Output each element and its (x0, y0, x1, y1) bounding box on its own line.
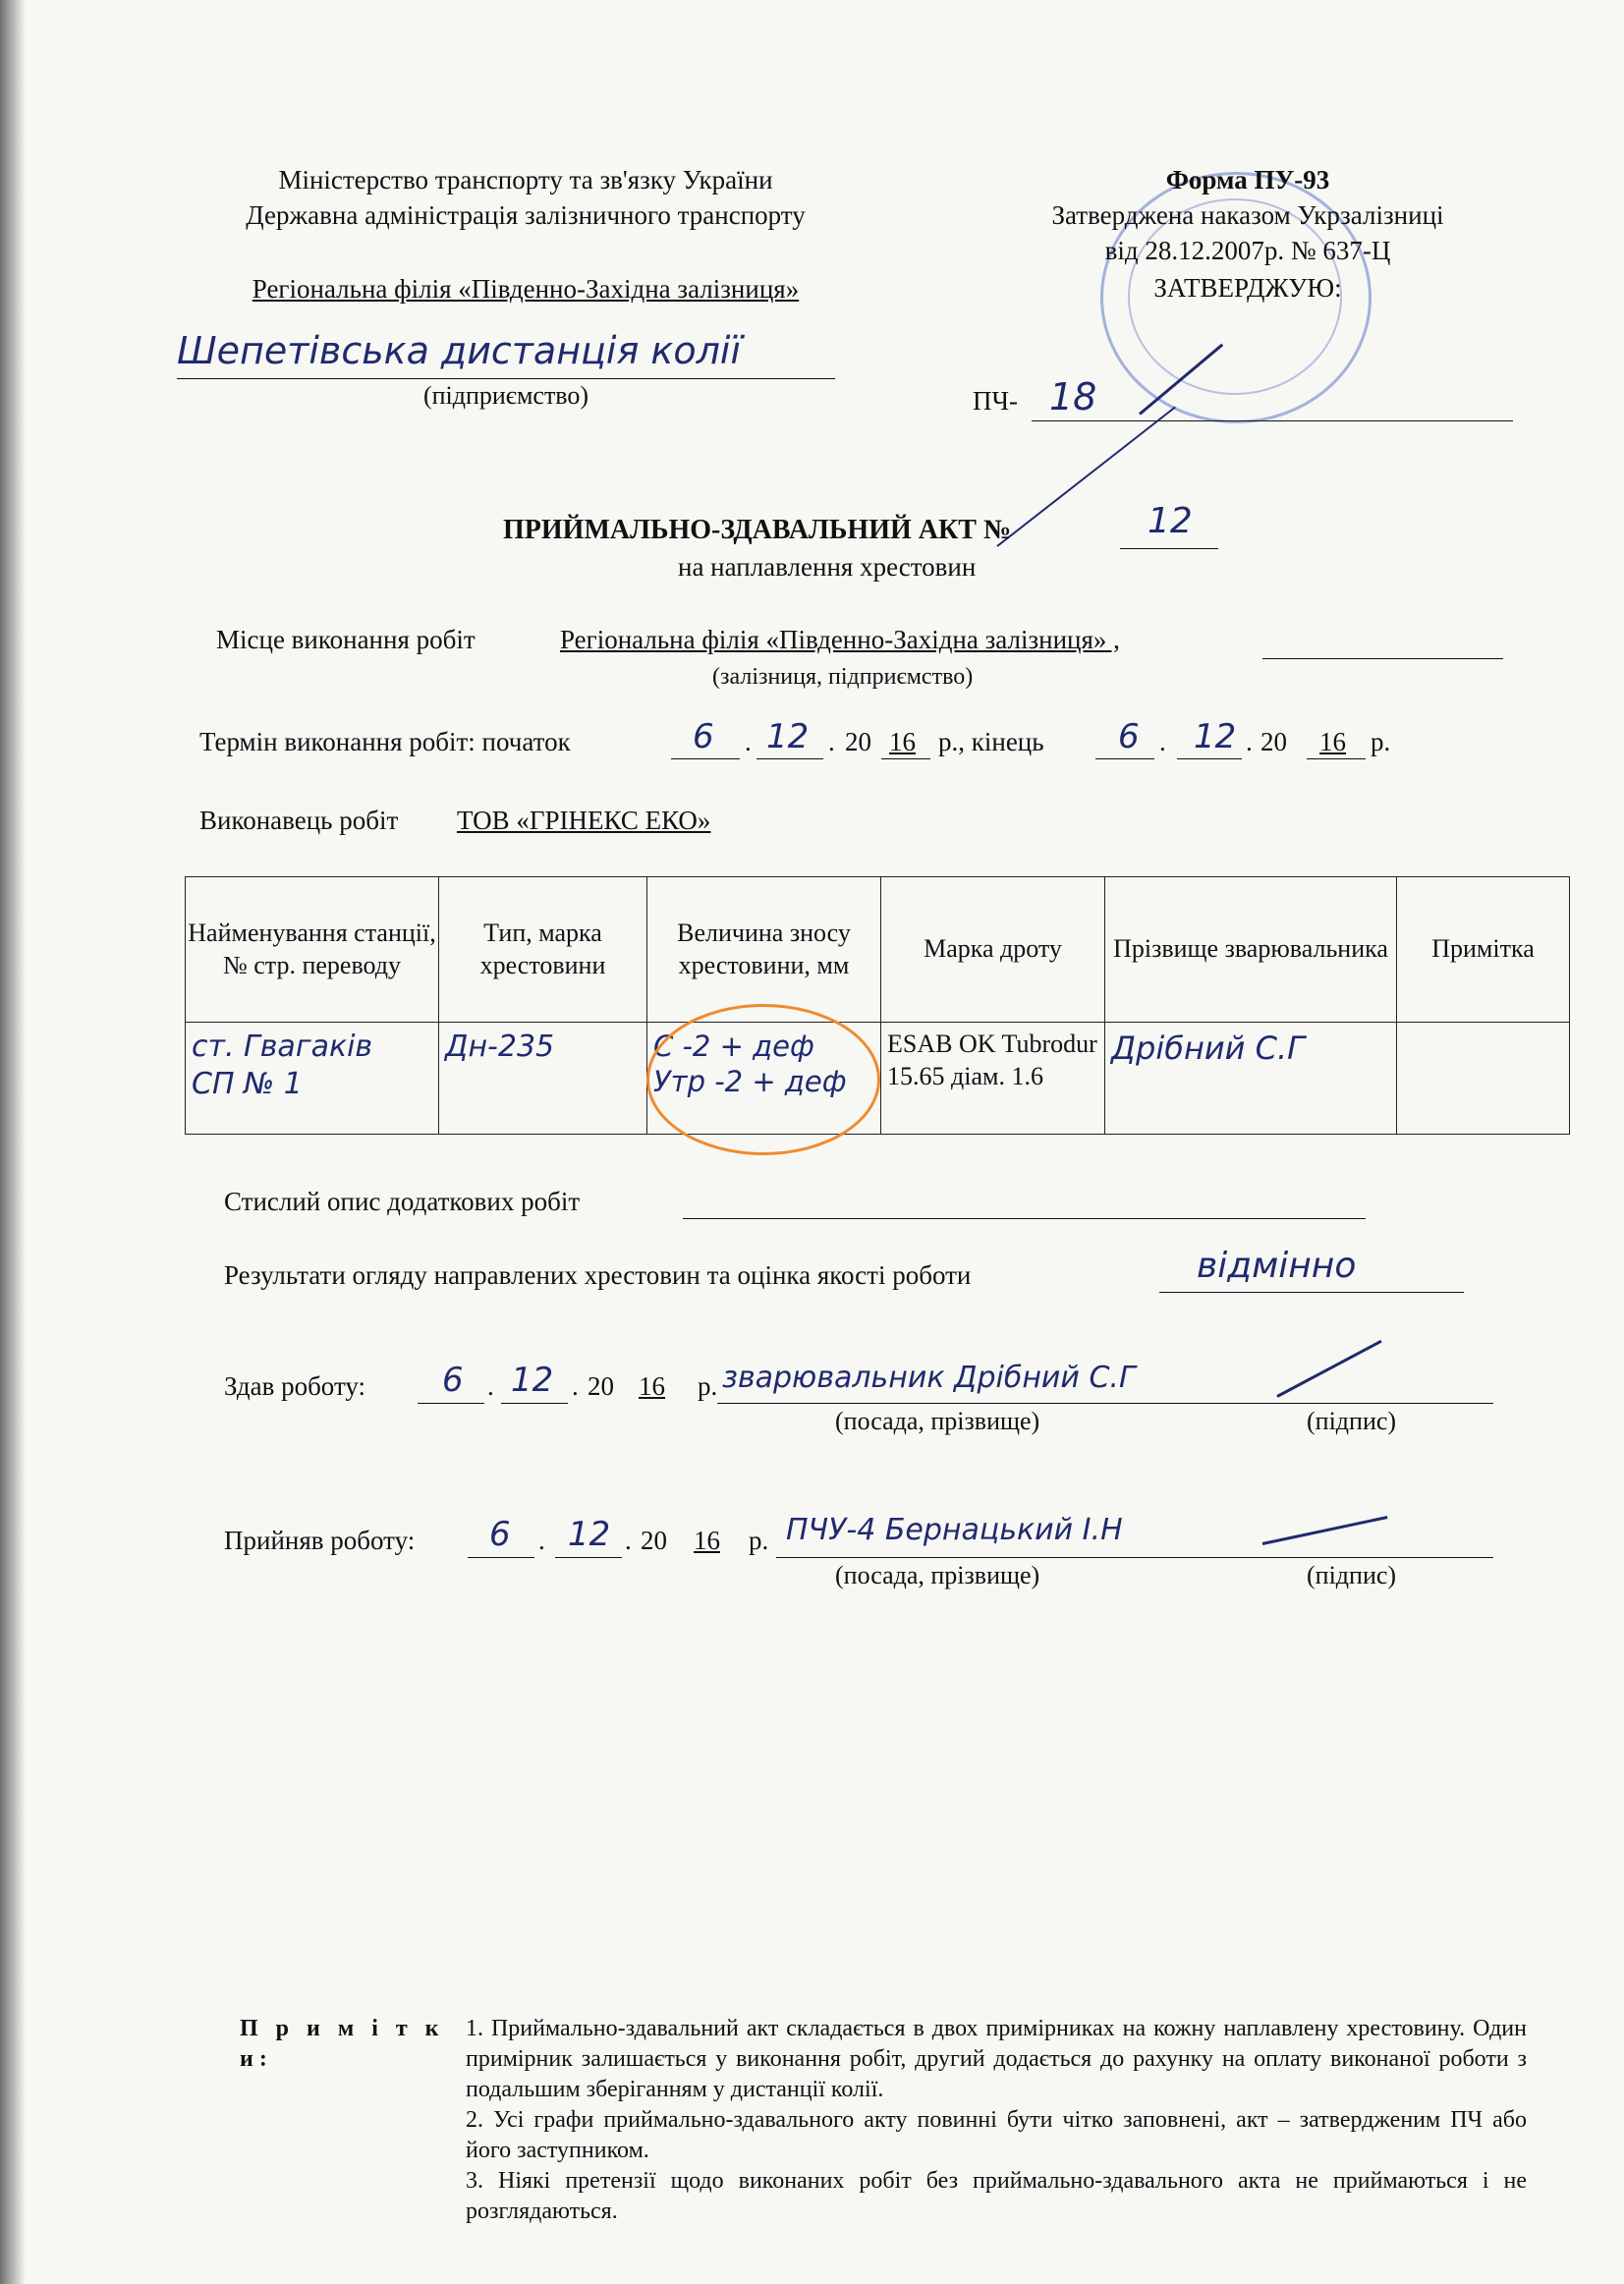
station-line2: СП № 1 (192, 1066, 303, 1101)
header-station: Найменування станції, № стр. переводу (186, 877, 439, 1023)
term-start-year-prefix: 20 (845, 727, 871, 756)
accepted-label: Прийняв роботу: (224, 1526, 416, 1555)
pch-label: ПЧ- (973, 386, 1019, 416)
header-note: Примітка (1397, 877, 1570, 1023)
cell-wire: ESAB OK Tubrodur 15.65 діам. 1.6 (881, 1023, 1105, 1135)
accepted-month-line (555, 1557, 622, 1558)
handed-day-line (418, 1403, 484, 1404)
note-2: 2. Усі графи приймально-здавального акту повинні бути чітко заповнені, акт – затвердженим ПЧ або його заступником. (466, 2107, 1527, 2163)
handed-caption-sign: (підпис) (1307, 1407, 1397, 1435)
handed-suffix: р. (698, 1371, 718, 1401)
accepted-person-line (776, 1557, 1493, 1558)
header-welder: Прізвище зварювальника (1105, 877, 1397, 1023)
term-end-year-prefix: 20 (1260, 727, 1287, 756)
term-end-year: 16 (1319, 727, 1346, 756)
orange-highlight-circle (646, 1004, 880, 1155)
accepted-month: 12 (568, 1515, 611, 1554)
act-subtitle: на наплавлення хрестовин (678, 552, 977, 582)
accepted-caption-sign: (підпис) (1307, 1561, 1397, 1589)
header-wire: Марка дроту (881, 877, 1105, 1023)
cell-note (1397, 1023, 1570, 1135)
handed-month: 12 (511, 1361, 554, 1400)
ministry-line: Міністерство транспорту та зв'язку України (278, 165, 773, 195)
administration-line: Державна адміністрація залізничного транспорту (246, 200, 806, 230)
note-3: 3. Ніякі претензії щодо виконаних робіт без приймально-здавального акта не приймаються і не розглядаються. (466, 2168, 1527, 2224)
notes-label: П р и м і т к и: (240, 2016, 445, 2072)
approve-label: ЗАТВЕРДЖУЮ: (1153, 273, 1342, 303)
end-month-line (1177, 758, 1242, 759)
place-label: Місце виконання робіт (216, 625, 476, 654)
cell-welder (1105, 1023, 1397, 1135)
term-end-day: 6 (1118, 717, 1140, 756)
cell-station (186, 1023, 439, 1135)
term-end-month: 12 (1194, 717, 1237, 756)
place-value: Регіональна філія «Південно-Західна залізниця» , (560, 625, 1120, 654)
enterprise-handwritten: Шепетівська дистанція колії (177, 329, 742, 372)
end-day-line (1095, 758, 1154, 759)
term-label: Термін виконання робіт: початок (199, 727, 571, 756)
accepted-signature (1262, 1516, 1388, 1545)
handed-caption-person: (посада, прізвище) (835, 1407, 1040, 1435)
header-wear: Величина зносу хрестовини, мм (647, 877, 881, 1023)
crossing-type: Дн-235 (445, 1030, 555, 1064)
handed-month-line (501, 1403, 568, 1404)
handed-label: Здав роботу: (224, 1371, 366, 1401)
contractor-label: Виконавець робіт (199, 806, 399, 835)
act-title: ПРИЙМАЛЬНО-ЗДАВАЛЬНИЙ АКТ № (503, 515, 1012, 545)
handed-person: зварювальник Дрібний С.Г (722, 1361, 1136, 1395)
notes-section (240, 2014, 1527, 2227)
station-line1: ст. Гвагаків (192, 1030, 373, 1064)
contractor-value: ТОВ «ГРІНЕКС ЕКО» (457, 806, 711, 835)
pch-underline (1032, 420, 1513, 421)
accepted-year: 16 (694, 1526, 720, 1555)
scan-shadow-edge (0, 0, 26, 2284)
welder-name: Дрібний С.Г (1111, 1030, 1305, 1067)
inspection-label: Результати огляду направлених хрестовин та оцінка якості роботи (224, 1260, 972, 1290)
term-middle: р., кінець (938, 727, 1044, 756)
start-month-line (756, 758, 823, 759)
form-code: Форма ПУ-93 (1165, 165, 1330, 195)
accepted-caption-person: (посада, прізвище) (835, 1561, 1040, 1589)
act-number-underline (1120, 548, 1218, 549)
handed-signature (1276, 1340, 1381, 1398)
end-year-line (1307, 758, 1366, 759)
accepted-day: 6 (489, 1515, 511, 1554)
accepted-person: ПЧУ-4 Бернацький І.Н (786, 1513, 1123, 1547)
approved-by: Затверджена наказом Укрзалізниці (1051, 200, 1444, 230)
extra-work-line (683, 1218, 1366, 1219)
handed-day: 6 (442, 1361, 464, 1400)
extra-work-label: Стислий опис додаткових робіт (224, 1187, 581, 1216)
term-start-day: 6 (693, 717, 714, 756)
handed-person-line (717, 1403, 1493, 1404)
header-type: Тип, марка хрестовини (439, 877, 647, 1023)
accepted-day-line (468, 1557, 534, 1558)
approved-date: від 28.12.2007р. № 637-Ц (1104, 236, 1391, 265)
start-day-line (671, 758, 740, 759)
wear-line1: С -2 + деф (653, 1030, 814, 1063)
wear-line2: Утр -2 + деф (653, 1065, 847, 1099)
place-extra-underline (1262, 658, 1503, 659)
term-suffix: р. (1371, 727, 1391, 756)
term-start-year: 16 (889, 727, 916, 756)
term-start-month: 12 (766, 717, 810, 756)
scanned-document-page: Міністерство транспорту та зв'язку України Державна адміністрація залізничного транспорту Регіональна філія «Південно-Західна залізниця» Шепетівська дистанція колії (підприємство) Форма ПУ-93 Затверджена наказом Укрзалізниці від 28.12.2007р. № 637-Ц ЗАТВЕРДЖУЮ: ПЧ- 18 ПРИЙМАЛЬНО-ЗДАВАЛЬНИЙ АКТ № 12 на наплавлення хрестовин Місце виконання робіт Регіональна філія «Південно-Західна залізниця» , (залізниця, підприємство) Термін виконання робіт: початок 6 . 12 . 20 16 р., кінець 6 . 12 . 20 16 р. Виконавець робіт ТОВ «ГРІНЕКС ЕКО» Найменування станції, № стр. переводу Тип, марка хрестовини Величина зносу хрестовини, мм Марка дроту Прізвище зварювальника Примітка ст. Гвагаків СП № 1 Дн-235 С -2 + деф Утр -2 + деф ESAB OK Tubrodur 15.65 діам. 1.6 Дрібний С.Г Стислий опис додаткових робіт Результати огляду направлених хрестовин та оцінка якості роботи відмінно Здав роботу: 6 . 12 . 20 16 р. зварювальник Дрібний С.Г (посада, прізвище) (підпис) Прийняв роботу: 6 . 12 . 20 16 р. ПЧУ-4 Бернацький І.Н (посада, прізвище) (підпис) П р и м і т к и: 1. Приймально-здавальний акт складається в двох примірниках на кожну наплавлену хрестовину. Один примірник залишається у виконання робіт, другий додається до рахунку на оплату виконаної роботи з подальшим зберіганням у дистанції колії. 2. Усі графи приймально-здавального акту повинні бути чітко заповнені, акт – затвердженим ПЧ або його заступником. 3. Ніякі претензії щодо виконаних робіт без приймально-здавального акта не приймаються і не розглядаються. (0, 0, 1624, 2284)
pch-number: 18 (1049, 375, 1097, 418)
accepted-suffix: р. (749, 1526, 769, 1555)
cell-type (439, 1023, 647, 1135)
note-1: 1. Приймально-здавальний акт складається в двох примірниках на кожну наплавлену хрестовину. Один примірник залишається у виконання робіт, другий додається до рахунку на оплату виконаної роботи з подальшим зберіганням у дистанції колії. (466, 2016, 1527, 2102)
table-header-row (186, 877, 1570, 1023)
accepted-year-prefix: 20 (641, 1526, 667, 1555)
act-number: 12 (1148, 501, 1193, 541)
place-caption: (залізниця, підприємство) (712, 664, 974, 690)
inspection-line (1159, 1292, 1464, 1293)
branch-line: Регіональна філія «Південно-Західна залізниця» (252, 274, 800, 304)
start-year-line (881, 758, 930, 759)
handed-year-prefix: 20 (588, 1371, 614, 1401)
enterprise-caption: (підприємство) (422, 381, 589, 410)
inspection-value: відмінно (1197, 1246, 1357, 1286)
enterprise-underline (177, 378, 835, 379)
handed-year: 16 (639, 1371, 665, 1401)
